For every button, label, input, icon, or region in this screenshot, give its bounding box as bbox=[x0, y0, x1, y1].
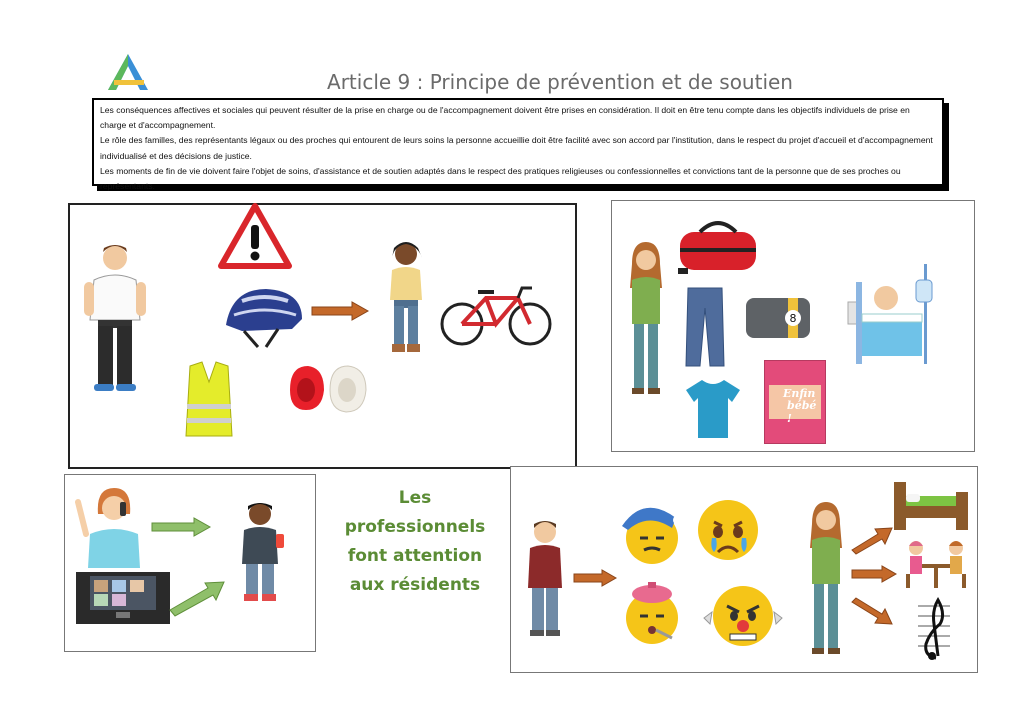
bed-icon bbox=[892, 474, 970, 532]
bike-helmet-icon bbox=[222, 285, 306, 347]
duffel-bag-icon bbox=[676, 218, 760, 276]
magazine-headline-2: bébé ! bbox=[787, 399, 817, 425]
triangle-logo bbox=[104, 52, 152, 92]
page-title: Article 9 : Principe de prévention et de soutien bbox=[327, 70, 793, 94]
tired-emoji-icon bbox=[614, 500, 684, 566]
tshirt-icon bbox=[684, 378, 742, 440]
arrow-icon bbox=[852, 566, 896, 582]
arrow-icon bbox=[152, 518, 210, 536]
caregiver-woman-icon bbox=[804, 500, 848, 658]
bike-lights-icon bbox=[284, 360, 370, 416]
warning-sign-icon bbox=[218, 203, 292, 269]
caption-line-2: professionnels bbox=[344, 517, 486, 537]
toiletry-bag-icon bbox=[744, 292, 812, 340]
video-call-screen-icon bbox=[76, 572, 170, 624]
arrow-icon bbox=[574, 570, 616, 586]
arrow-icon bbox=[850, 526, 892, 554]
safety-vest-icon bbox=[184, 360, 234, 438]
girl-icon bbox=[384, 238, 428, 356]
arrow-icon bbox=[850, 596, 892, 626]
woman-icon bbox=[624, 240, 668, 398]
music-note-icon bbox=[914, 596, 954, 662]
arrow-icon bbox=[168, 580, 224, 616]
bicycle-icon bbox=[440, 282, 552, 348]
hospital-bed-icon bbox=[846, 262, 956, 368]
crying-emoji-icon bbox=[696, 498, 760, 562]
arrow-icon bbox=[312, 302, 368, 320]
man-icon bbox=[80, 240, 150, 395]
caption-line-3: font attention bbox=[347, 546, 483, 566]
caption-line-4: aux résidents bbox=[349, 575, 481, 595]
phone-woman-icon bbox=[76, 484, 148, 570]
magazine-headline-1: Enfin bbox=[783, 387, 816, 400]
sick-emoji-icon bbox=[622, 580, 682, 646]
caption-line-1: Les bbox=[398, 488, 432, 508]
article-paragraph-2: Le rôle des familles, des représentants légaux ou des proches qui entourent de leurs soins la personne accueillie doit être facilité avec son accord par l'institution, dans le respect du projet d'accueil et d'accompagnement individualisé et des décisions de justice. bbox=[100, 135, 933, 161]
article-text-box bbox=[92, 98, 944, 192]
angry-emoji-icon bbox=[700, 578, 786, 648]
jeans-icon bbox=[684, 286, 726, 368]
article-paragraph-1: Les conséquences affectives et sociales qui peuvent résulter de la prise en charge ou de l'accompagnement doivent être prises en considération. Il doit en être tenu compte dans les objectifs individuels de prise en charge et d'accompagnement. bbox=[100, 105, 910, 131]
friends-table-icon bbox=[900, 536, 972, 590]
caption bbox=[330, 484, 500, 600]
article-paragraph-3: Les moments de fin de vie doivent faire l'objet de soins, d'assistance et de soutien adaptés dans le respect des pratiques religieuses ou confessionnelles et convictions tant de la personne que de ses proches ou représentants. bbox=[100, 165, 901, 192]
magazine-icon bbox=[764, 360, 826, 444]
boy-icon bbox=[232, 500, 288, 604]
svg-text:8: 8 bbox=[789, 312, 797, 325]
man-icon bbox=[522, 516, 568, 640]
